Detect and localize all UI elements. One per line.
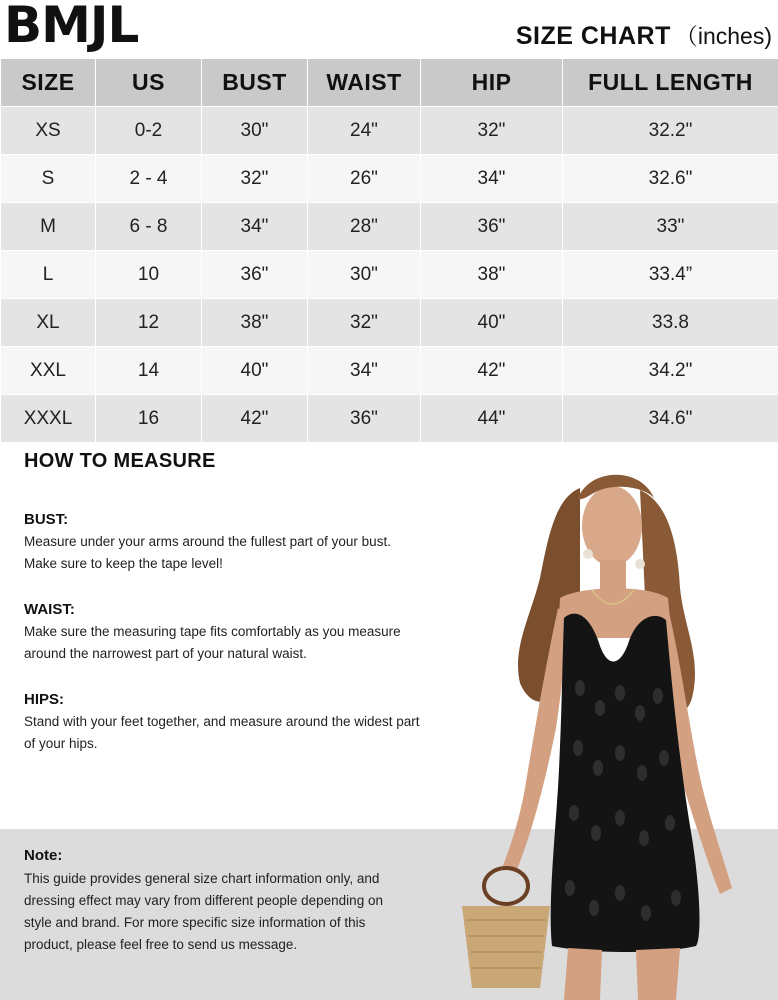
- cell-full-length: 33": [563, 203, 778, 251]
- how-to-measure-title: HOW TO MEASURE: [24, 450, 216, 472]
- header-size: SIZE: [1, 59, 96, 107]
- measure-waist-line-1: Make sure the measuring tape fits comfortably as you measure: [24, 624, 401, 639]
- cell-waist: 26": [308, 155, 421, 203]
- cell-size: XXXL: [1, 395, 96, 443]
- cell-waist: 28": [308, 203, 421, 251]
- cell-bust: 34": [202, 203, 308, 251]
- model-illustration-icon: [440, 468, 770, 1000]
- table-row: [1, 395, 778, 443]
- measure-waist: [24, 601, 464, 665]
- size-chart-title-main: SIZE CHART: [515, 22, 671, 50]
- size-chart-unit: （inches): [674, 23, 772, 49]
- cell-full-length: 33.8: [563, 299, 778, 347]
- cell-hip: 38": [421, 251, 563, 299]
- cell-bust: 32": [202, 155, 308, 203]
- table-row: [1, 203, 778, 251]
- size-chart-title: [516, 18, 772, 51]
- table-row: [1, 299, 778, 347]
- cell-bust: 38": [202, 299, 308, 347]
- note-section: [24, 847, 424, 956]
- table-row: [1, 347, 778, 395]
- cell-hip: 32": [421, 107, 563, 155]
- cell-bust: 42": [202, 395, 308, 443]
- measure-waist-line-2: around the narrowest part of your natural waist.: [24, 646, 307, 661]
- cell-us: 10: [96, 251, 202, 299]
- note-line-4: product, please feel free to send us message.: [24, 937, 298, 952]
- measure-waist-label: WAIST:: [24, 601, 75, 618]
- measure-bust-line-2: Make sure to keep the tape level!: [24, 556, 223, 571]
- cell-hip: 40": [421, 299, 563, 347]
- cell-full-length: 32.6": [563, 155, 778, 203]
- size-table-header-row: [1, 59, 778, 107]
- measure-hips-label: HIPS:: [24, 691, 65, 708]
- cell-full-length: 34.6": [563, 395, 778, 443]
- how-to-measure-section: [24, 450, 464, 781]
- cell-us: 12: [96, 299, 202, 347]
- cell-waist: 30": [308, 251, 421, 299]
- cell-hip: 44": [421, 395, 563, 443]
- cell-us: 6 - 8: [96, 203, 202, 251]
- cell-full-length: 32.2": [563, 107, 778, 155]
- cell-waist: 36": [308, 395, 421, 443]
- cell-hip: 42": [421, 347, 563, 395]
- measure-bust-label: BUST:: [24, 511, 69, 528]
- cell-us: 16: [96, 395, 202, 443]
- cell-size: M: [1, 203, 96, 251]
- measure-hips: [24, 691, 464, 755]
- model-image: [440, 468, 770, 1000]
- cell-waist: 24": [308, 107, 421, 155]
- table-row: [1, 251, 778, 299]
- cell-size: L: [1, 251, 96, 299]
- cell-waist: 34": [308, 347, 421, 395]
- header-us: US: [96, 59, 202, 107]
- cell-us: 2 - 4: [96, 155, 202, 203]
- cell-hip: 34": [421, 155, 563, 203]
- cell-us: 14: [96, 347, 202, 395]
- brand-logo: BMJL: [4, 0, 139, 54]
- header-hip: HIP: [421, 59, 563, 107]
- measure-hips-line-1: Stand with your feet together, and measure around the widest part: [24, 714, 420, 729]
- cell-size: XL: [1, 299, 96, 347]
- header-bust: BUST: [202, 59, 308, 107]
- size-table: [0, 58, 778, 443]
- note-line-1: This guide provides general size chart information only, and: [24, 871, 380, 886]
- header-waist: WAIST: [308, 59, 421, 107]
- note-label: Note:: [24, 847, 63, 864]
- cell-full-length: 33.4”: [563, 251, 778, 299]
- measure-bust-line-1: Measure under your arms around the fullest part of your bust.: [24, 534, 391, 549]
- cell-size: S: [1, 155, 96, 203]
- table-row: [1, 155, 778, 203]
- cell-bust: 40": [202, 347, 308, 395]
- measure-bust: [24, 511, 464, 575]
- cell-bust: 36": [202, 251, 308, 299]
- cell-us: 0-2: [96, 107, 202, 155]
- cell-hip: 36": [421, 203, 563, 251]
- table-row: [1, 107, 778, 155]
- measure-hips-line-2: of your hips.: [24, 736, 98, 751]
- header-full-length: FULL LENGTH: [563, 59, 778, 107]
- cell-bust: 30": [202, 107, 308, 155]
- cell-size: XS: [1, 107, 96, 155]
- cell-full-length: 34.2": [563, 347, 778, 395]
- note-line-3: style and brand. For more specific size information of this: [24, 915, 366, 930]
- cell-waist: 32": [308, 299, 421, 347]
- cell-size: XXL: [1, 347, 96, 395]
- note-line-2: dressing effect may vary from different people depending on: [24, 893, 383, 908]
